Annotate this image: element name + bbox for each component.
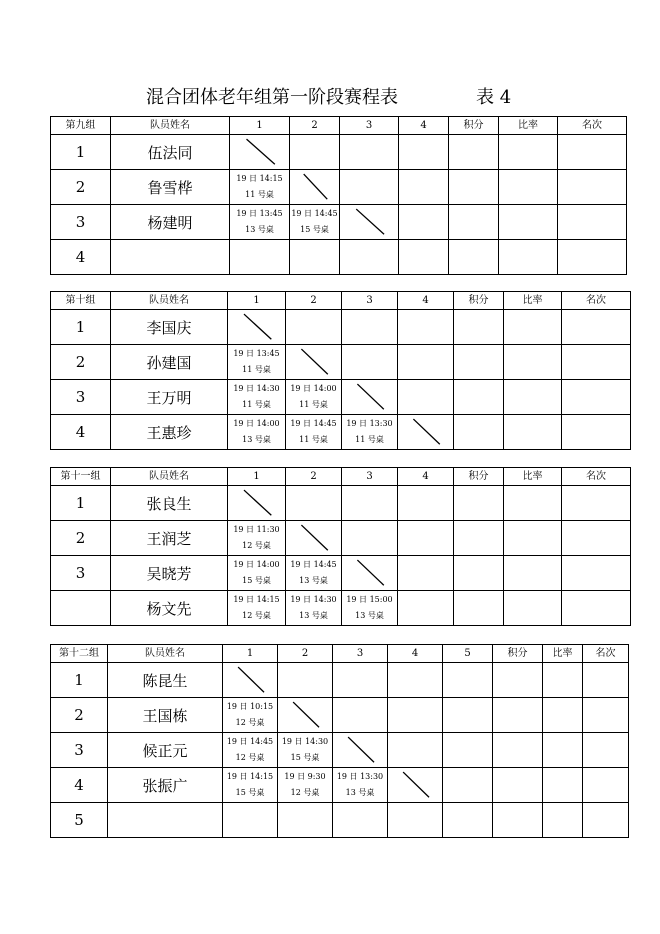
page-title [0,86,660,110]
empty-cell [278,803,333,838]
empty-cell [290,135,340,170]
score-cell [543,733,583,768]
diagonal-line-icon [286,521,341,555]
match-table: 15 号桌 [300,225,329,234]
match-time: 19 日 11:30 [233,525,280,534]
score-cell [583,733,629,768]
diagonal-line-icon [398,415,453,449]
score-cell [504,415,562,450]
empty-cell [443,733,493,768]
empty-cell [399,205,449,240]
group-label: 第十组 [51,292,111,310]
column-header: 积分 [493,645,543,663]
score-cell [583,768,629,803]
score-cell [562,486,631,521]
player-number: 2 [51,698,108,733]
player-number: 3 [51,556,111,591]
match-time: 19 日 14:30 [281,737,329,746]
diagonal-cell [228,310,286,345]
column-header: 名次 [562,468,631,486]
diagonal-cell [223,663,278,698]
match-cell [290,205,340,240]
player-number: 3 [51,733,108,768]
table-row [51,698,629,733]
match-table: 12 号桌 [235,718,265,727]
table-row [51,345,631,380]
empty-cell [443,663,493,698]
player-number: 2 [51,521,111,556]
column-header: 名次 [583,645,629,663]
column-header: 1 [228,468,286,486]
score-cell [583,663,629,698]
table-row [51,415,631,450]
column-header: 2 [286,292,342,310]
match-time: 19 日 10:15 [226,702,274,711]
score-cell [449,135,499,170]
table-row [51,170,627,205]
diagonal-cell [342,556,398,591]
header-row [51,292,631,310]
match-time: 19 日 15:00 [346,595,393,604]
match-table: 12 号桌 [290,788,320,797]
score-cell [504,380,562,415]
score-cell [504,521,562,556]
match-cell [223,698,278,733]
score-cell [493,733,543,768]
column-header: 比率 [504,468,562,486]
diagonal-cell [230,135,290,170]
diagonal-cell [278,698,333,733]
score-cell [504,556,562,591]
empty-cell [388,663,443,698]
match-table: 15 号桌 [290,753,320,762]
table-row [51,486,631,521]
score-cell [562,591,631,626]
empty-cell [286,486,342,521]
group-table [50,467,631,626]
column-header: 积分 [454,292,504,310]
player-name: 王国栋 [108,698,223,733]
empty-cell [398,345,454,380]
match-table: 11 号桌 [299,400,328,409]
column-header: 队员姓名 [111,468,228,486]
empty-cell [340,170,399,205]
player-number: 3 [51,205,111,240]
score-cell [454,486,504,521]
column-header: 比率 [499,117,558,135]
match-table: 15 号桌 [242,576,271,585]
match-table: 13 号桌 [345,788,375,797]
empty-cell [398,591,454,626]
empty-cell [399,135,449,170]
player-name [108,803,223,838]
column-header: 4 [398,468,454,486]
column-header: 2 [278,645,333,663]
empty-cell [278,663,333,698]
group-table [50,291,631,450]
empty-cell [286,310,342,345]
score-cell [449,205,499,240]
empty-cell [398,556,454,591]
score-cell [454,591,504,626]
player-name: 孙建国 [111,345,228,380]
match-cell [228,380,286,415]
table-row [51,663,629,698]
match-cell [286,556,342,591]
diagonal-line-icon [290,170,339,204]
score-cell [562,380,631,415]
score-cell [454,345,504,380]
diagonal-line-icon [223,663,277,697]
match-cell [333,768,388,803]
group-label: 第十二组 [51,645,108,663]
match-cell [228,345,286,380]
match-time: 19 日 14:15 [233,595,280,604]
score-cell [583,803,629,838]
player-name: 杨建明 [111,205,230,240]
empty-cell [398,521,454,556]
header-row [51,468,631,486]
empty-cell [290,240,340,275]
match-table: 15 号桌 [235,788,265,797]
score-cell [543,698,583,733]
match-cell [286,415,342,450]
column-header: 名次 [558,117,627,135]
diagonal-cell [342,380,398,415]
match-table: 12 号桌 [242,541,271,550]
group-table [50,644,629,838]
table-row [51,380,631,415]
match-cell [286,591,342,626]
diagonal-cell [333,733,388,768]
empty-cell [340,240,399,275]
empty-cell [342,345,398,380]
score-cell [558,240,627,275]
player-name: 张良生 [111,486,228,521]
score-cell [543,663,583,698]
diagonal-line-icon [286,345,341,379]
score-cell [499,240,558,275]
header-row [51,117,627,135]
column-header: 队员姓名 [111,117,230,135]
match-cell [228,521,286,556]
empty-cell [443,698,493,733]
column-header: 积分 [449,117,499,135]
column-header: 3 [340,117,399,135]
player-name: 王惠珍 [111,415,228,450]
column-header: 1 [230,117,290,135]
player-number [51,591,111,626]
player-number: 1 [51,310,111,345]
empty-cell [398,310,454,345]
match-cell [230,205,290,240]
diagonal-line-icon [278,698,332,732]
empty-cell [223,803,278,838]
score-cell [454,521,504,556]
match-cell [228,591,286,626]
player-name: 吴晓芳 [111,556,228,591]
player-number: 2 [51,170,111,205]
column-header: 3 [333,645,388,663]
match-table: 12 号桌 [242,611,271,620]
player-number: 1 [51,663,108,698]
diagonal-cell [388,768,443,803]
score-cell [449,240,499,275]
empty-cell [333,698,388,733]
empty-cell [230,240,290,275]
column-header: 3 [342,292,398,310]
match-table: 13 号桌 [245,225,274,234]
player-name: 王万明 [111,380,228,415]
table-row [51,803,629,838]
table-row [51,733,629,768]
column-header: 队员姓名 [111,292,228,310]
player-name [111,240,230,275]
score-cell [562,521,631,556]
match-time: 19 日 14:45 [226,737,274,746]
player-name: 张振广 [108,768,223,803]
match-time: 19 日 14:45 [290,560,337,569]
player-name: 候正元 [108,733,223,768]
match-cell [228,415,286,450]
match-table: 12 号桌 [235,753,265,762]
group-table [50,116,627,275]
diagonal-cell [286,345,342,380]
title-main: 混合团体老年组第一阶段赛程表 [146,87,398,108]
diagonal-cell [290,170,340,205]
score-cell [504,310,562,345]
match-cell [342,415,398,450]
match-table: 13 号桌 [299,576,328,585]
player-number: 4 [51,768,108,803]
player-number: 2 [51,345,111,380]
column-header: 4 [398,292,454,310]
score-cell [454,415,504,450]
group-label: 第九组 [51,117,111,135]
diagonal-line-icon [388,768,442,802]
match-cell [278,733,333,768]
title-table-number: 表 4 [476,87,512,108]
empty-cell [342,310,398,345]
match-table: 13 号桌 [242,435,271,444]
player-number: 4 [51,240,111,275]
player-name: 杨文先 [111,591,228,626]
match-table: 11 号桌 [242,365,271,374]
column-header: 4 [399,117,449,135]
empty-cell [443,768,493,803]
diagonal-line-icon [342,380,397,414]
table-row [51,521,631,556]
match-time: 19 日 13:45 [233,349,280,358]
empty-cell [342,521,398,556]
score-cell [558,170,627,205]
score-cell [493,768,543,803]
score-cell [562,345,631,380]
empty-cell [340,135,399,170]
score-cell [504,486,562,521]
score-cell [558,135,627,170]
match-cell [278,768,333,803]
player-name: 伍法同 [111,135,230,170]
score-cell [449,170,499,205]
diagonal-cell [340,205,399,240]
player-name: 李国庆 [111,310,228,345]
match-time: 19 日 14:45 [291,209,338,218]
score-cell [504,345,562,380]
match-cell [286,380,342,415]
player-number: 1 [51,486,111,521]
player-number: 1 [51,135,111,170]
score-cell [558,205,627,240]
player-name: 王润芝 [111,521,228,556]
match-time: 19 日 14:15 [226,772,274,781]
match-time: 19 日 13:45 [236,209,283,218]
table-row [51,135,627,170]
score-cell [493,803,543,838]
column-header: 队员姓名 [108,645,223,663]
score-cell [499,205,558,240]
match-cell [223,768,278,803]
match-table: 11 号桌 [355,435,384,444]
score-cell [499,135,558,170]
diagonal-line-icon [230,135,289,169]
empty-cell [388,733,443,768]
diagonal-line-icon [228,486,285,520]
match-time: 19 日 13:30 [346,419,393,428]
table-row [51,768,629,803]
match-time: 19 日 14:30 [290,595,337,604]
score-cell [493,663,543,698]
score-cell [562,556,631,591]
empty-cell [399,240,449,275]
column-header: 2 [286,468,342,486]
match-table: 11 号桌 [242,400,271,409]
empty-cell [398,486,454,521]
empty-cell [342,486,398,521]
column-header: 1 [223,645,278,663]
column-header: 2 [290,117,340,135]
score-cell [562,415,631,450]
match-table: 11 号桌 [299,435,328,444]
match-table: 13 号桌 [299,611,328,620]
group-label: 第十一组 [51,468,111,486]
score-cell [454,310,504,345]
header-row [51,645,629,663]
match-time: 19 日 14:00 [290,384,337,393]
column-header: 5 [443,645,493,663]
column-header: 比率 [543,645,583,663]
diagonal-line-icon [333,733,387,767]
match-table: 13 号桌 [355,611,384,620]
score-cell [454,556,504,591]
match-table: 11 号桌 [245,190,274,199]
match-time: 19 日 9:30 [284,772,326,781]
diagonal-line-icon [228,310,285,344]
match-cell [228,556,286,591]
match-cell [223,733,278,768]
column-header: 1 [228,292,286,310]
column-header: 名次 [562,292,631,310]
table-row [51,556,631,591]
score-cell [543,803,583,838]
table-row [51,310,631,345]
score-cell [543,768,583,803]
player-name: 陈昆生 [108,663,223,698]
empty-cell [333,663,388,698]
diagonal-cell [398,415,454,450]
diagonal-line-icon [340,205,398,239]
table-row [51,205,627,240]
column-header: 积分 [454,468,504,486]
player-number: 3 [51,380,111,415]
score-cell [504,591,562,626]
match-time: 19 日 13:30 [336,772,384,781]
match-time: 19 日 14:00 [233,560,280,569]
table-row [51,591,631,626]
match-cell [230,170,290,205]
empty-cell [333,803,388,838]
empty-cell [398,380,454,415]
match-cell [342,591,398,626]
table-row [51,240,627,275]
column-header: 3 [342,468,398,486]
empty-cell [388,698,443,733]
diagonal-cell [228,486,286,521]
match-time: 19 日 14:45 [290,419,337,428]
match-time: 19 日 14:15 [236,174,283,183]
player-name: 鲁雪桦 [111,170,230,205]
empty-cell [388,803,443,838]
empty-cell [399,170,449,205]
match-time: 19 日 14:00 [233,419,280,428]
score-cell [454,380,504,415]
diagonal-line-icon [342,556,397,590]
column-header: 4 [388,645,443,663]
score-cell [499,170,558,205]
empty-cell [443,803,493,838]
score-cell [493,698,543,733]
player-number: 4 [51,415,111,450]
player-number: 5 [51,803,108,838]
diagonal-cell [286,521,342,556]
score-cell [562,310,631,345]
column-header: 比率 [504,292,562,310]
match-time: 19 日 14:30 [233,384,280,393]
score-cell [583,698,629,733]
